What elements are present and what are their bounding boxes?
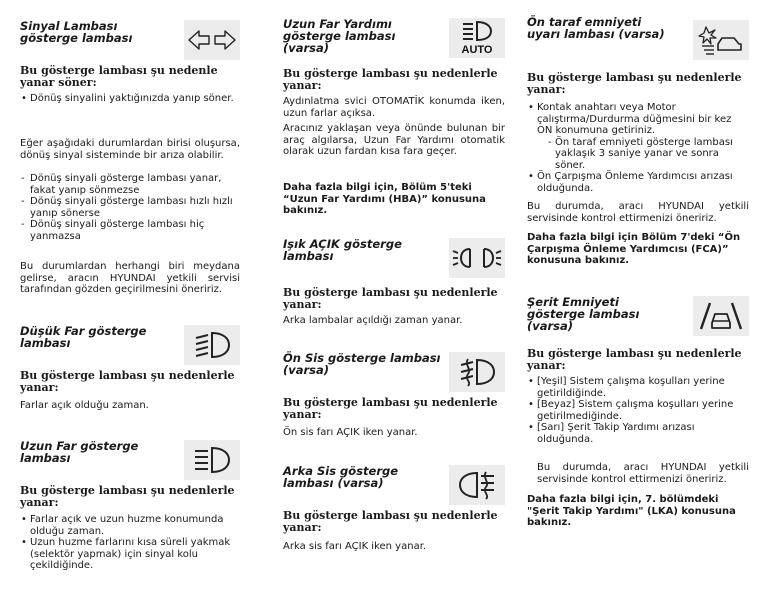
reference-note: Daha fazla bilgi için, Bölüm 5'teki “Uzun Far Yardımı (HBA)” konusuna bakınız. xyxy=(283,182,486,216)
bullet-list xyxy=(527,102,749,194)
section-rear-fog xyxy=(283,464,505,552)
section-title: Arka Sis gösterge lambası (varsa) xyxy=(283,464,399,490)
dash-list xyxy=(20,173,240,242)
auto-high-beam-icon xyxy=(449,18,505,58)
section-low-beam xyxy=(20,324,240,411)
paragraph: Farlar açık olduğu zaman. xyxy=(20,400,149,411)
paragraph: Eğer aşağıdaki durumlardan birisi oluşursa, dönüş sinyal sisteminde bir arıza olabilir. xyxy=(20,138,240,161)
paragraph: Ön sis farı AÇIK iken yanar. xyxy=(283,427,418,438)
list-item: • [Beyaz] Sistem çalışma koşulları yerine getirilmediğinde. xyxy=(527,399,749,422)
section-title: Şerit Emniyeti gösterge lambası (varsa) xyxy=(527,295,640,333)
intro-text: Bu gösterge lambası şu nedenlerle yanar: xyxy=(20,484,235,509)
list-item: - Ön taraf emniyeti gösterge lambası yaklaşık 3 saniye yanar ve sonra söner. xyxy=(547,137,749,172)
list-item: • [Yeşil] Sistem çalışma koşulları yerine getirildiğinde. xyxy=(527,376,749,399)
intro-text: Bu gösterge lambası şu nedenlerle yanar: xyxy=(283,396,498,421)
list-item xyxy=(527,102,749,171)
list-item: - Dönüş sinyali gösterge lambası yanar, fakat yanıp sönmezse xyxy=(20,173,240,196)
section-lane-keeping xyxy=(527,295,749,528)
list-item: • Dönüş sinyalini yaktığınızda yanıp söner. xyxy=(20,93,240,105)
high-beam-icon xyxy=(184,440,240,480)
paragraph: Bu durumda, aracı HYUNDAI yetkili servisinde kontrol ettirmenizi öneririz. xyxy=(527,201,749,224)
section-title: Işık AÇIK gösterge lambası xyxy=(283,237,402,263)
section-title: Ön taraf emniyeti uyarı lambası (varsa) xyxy=(527,15,665,41)
forward-collision-icon xyxy=(693,20,749,60)
bullet-list xyxy=(527,376,749,445)
low-beam-icon xyxy=(184,325,240,365)
paragraph: Arka lambalar açıldığı zaman yanar. xyxy=(283,315,463,326)
front-fog-icon xyxy=(449,352,505,392)
section-high-beam-assist xyxy=(283,17,505,216)
list-item: • [Sarı] Şerit Takip Yardımı arızası olduğunda. xyxy=(527,422,749,445)
intro-text: Bu gösterge lambası şu nedenlerle yanar: xyxy=(283,509,498,534)
paragraph: Bu durumlardan herhangi biri meydana gelirse, aracın HYUNDAI yetkili servisi tarafından gözden geçirilmesini öneririz. xyxy=(20,261,240,295)
section-front-fog xyxy=(283,351,505,438)
reference-note: Daha fazla bilgi için, 7. bölümdeki "Şerit Takip Yardımı" (LKA) konusuna bakınız. xyxy=(527,494,736,528)
intro-text: Bu gösterge lambası şu nedenlerle yanar: xyxy=(527,347,742,372)
section-title: Uzun Far gösterge lambası xyxy=(20,439,139,465)
reference-note: Daha fazla bilgi için Bölüm 7'deki “Ön Çarpışma Önleme Yardımcısı (FCA)” konusuna bakınız. xyxy=(527,232,741,266)
list-item: - Dönüş sinyali gösterge lambası hızlı hızlı yanıp sönerse xyxy=(20,196,240,219)
turn-signal-arrows-icon xyxy=(184,20,240,60)
section-title: Düşük Far gösterge lambası xyxy=(20,324,147,350)
section-position-lamp xyxy=(283,237,505,326)
section-title: Uzun Far Yardımı gösterge lambası (varsa) xyxy=(283,17,396,55)
intro-text: Bu gösterge lambası şu nedenle yanar söner: xyxy=(20,64,218,89)
intro-text: Bu gösterge lambası şu nedenlerle yanar: xyxy=(20,369,235,394)
list-item: - Dönüş sinyali gösterge lambası hiç yanmazsa xyxy=(20,219,240,242)
paragraph: Aydınlatma svici OTOMATİK konumda iken, uzun farlar açıksa. xyxy=(283,96,505,119)
section-high-beam xyxy=(20,439,240,571)
list-item-text: Kontak anahtarı veya Motor çalıştırma/Durdurma düğmesini bir kez ON konumuna getiriniz. xyxy=(537,102,732,136)
bullet-list xyxy=(20,514,240,572)
section-turn-signal xyxy=(20,19,240,295)
position-lamp-icon xyxy=(449,238,505,278)
list-item: • Uzun huzme farlarını kısa süreli yakmak (selektör yapmak) için sinyal kolu çekildiğinde. xyxy=(20,537,240,572)
intro-text: Bu gösterge lambası şu nedenlerle yanar: xyxy=(527,71,742,96)
paragraph: Bu durumda, aracı HYUNDAI yetkili servisinde kontrol ettirmenizi öneririz. xyxy=(537,462,749,485)
paragraph: Aracınız yaklaşan veya önünde bulunan bir araç algılarsa, Uzun Far Yardımı otomatik olarak uzun fardan kısa fara geçer. xyxy=(283,123,505,157)
section-title: Sinyal Lambası gösterge lambası xyxy=(20,19,133,45)
auto-label: AUTO xyxy=(461,44,493,56)
intro-text: Bu gösterge lambası şu nedenlerle yanar: xyxy=(283,67,498,92)
rear-fog-icon xyxy=(449,465,505,505)
list-item: • Ön Çarpışma Önleme Yardımcısı arızası olduğunda. xyxy=(527,171,749,194)
section-forward-collision xyxy=(527,15,749,266)
list-item: • Farlar açık ve uzun huzme konumunda olduğu zaman. xyxy=(20,514,240,537)
lane-keeping-icon xyxy=(693,296,749,336)
paragraph: Arka sis farı AÇIK iken yanar. xyxy=(283,541,427,552)
sub-list xyxy=(537,137,749,172)
section-title: Ön Sis gösterge lambası (varsa) xyxy=(283,351,441,377)
intro-text: Bu gösterge lambası şu nedenlerle yanar: xyxy=(283,286,498,311)
bullet-list xyxy=(20,93,240,105)
